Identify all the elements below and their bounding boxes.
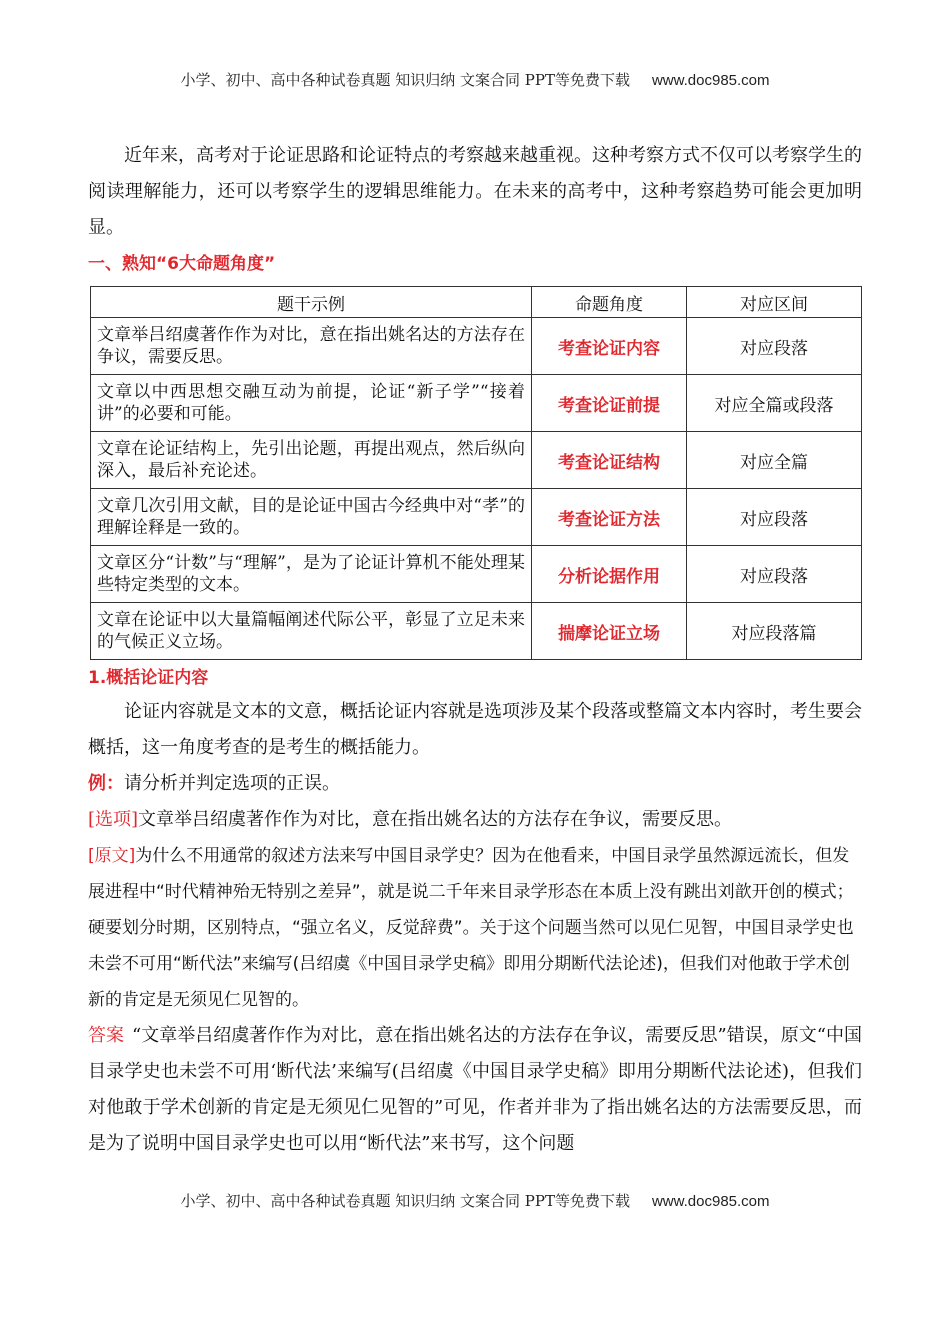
angle-cell: 考查论证结构	[532, 432, 687, 489]
example-cell: 文章在论证结构上，先引出论题，再提出观点，然后纵向深入，最后补充论述。	[91, 432, 532, 489]
intro-paragraph: 近年来，高考对于论证思路和论证特点的考察越来越重视。这种考察方式不仅可以考察学生的阅读理解能力，还可以考察学生的逻辑思维能力。在未来的高考中，这种考察趋势可能会更加明显。	[88, 145, 862, 238]
source-text: 为什么不用通常的叙述方法来写中国目录学史？因为在他看来，中国目录学虽然源远流长，但发展进程中“时代精神殆无特别之差异”，就是说二千年来目录学形态在本质上没有跳出刘歆开创的模式；硬要划分时期，区别特点，“强立名义，反觉辞费”。关于这个问题当然可以见仁见智，中国目录学史也未尝不可用“断代法”来编写(吕绍虞《中国目录学史稿》即用分期断代法论述)，但我们对他敢于学术创新的肯定是无须见仁见智的。	[88, 846, 854, 1010]
example-cell: 文章几次引用文献，目的是论证中国古今经典中对“孝”的理解诠释是一致的。	[91, 489, 532, 546]
table-header-angle: 命题角度	[532, 287, 687, 318]
range-cell: 对应段落篇	[687, 603, 862, 660]
option-line	[88, 802, 862, 838]
section-title: 一、熟知“6大命题角度”	[88, 254, 276, 274]
range-cell: 对应全篇或段落	[687, 375, 862, 432]
subsection-title: 1.概括论证内容	[88, 668, 209, 688]
range-cell: 对应全篇	[687, 432, 862, 489]
table-row	[91, 603, 862, 660]
angle-cell: 揣摩论证立场	[532, 603, 687, 660]
source-passage	[88, 838, 862, 1018]
answer-text: “文章举吕绍虞著作作为对比，意在指出姚名达的方法存在争议，需要反思”错误，原文“中国目录学史也未尝不可用‘断代法’来编写(吕绍虞《中国目录学史稿》即用分期断代法论述)，但我们对他敢于学术创新的肯定是无须见仁见智的”可见，作者并非为了指出姚名达的方法需要反思，而是为了说明中国目录学史也可以用“断代法”来书写，这个问题	[88, 1025, 862, 1154]
table-header-row	[91, 287, 862, 318]
angle-cell: 考查论证方法	[532, 489, 687, 546]
page-header	[0, 69, 950, 90]
angle-cell: 考查论证内容	[532, 318, 687, 375]
table-row	[91, 489, 862, 546]
table-row	[91, 318, 862, 375]
footer-url[interactable]: www.doc985.com	[651, 1193, 770, 1210]
page-footer	[0, 1190, 950, 1211]
question-angle-table	[90, 286, 862, 660]
answer-label: 答案	[88, 1025, 124, 1046]
range-cell: 对应段落	[687, 489, 862, 546]
table-header-example: 题干示例	[91, 287, 532, 318]
example-cell: 文章区分“计数”与“理解”，是为了论证计算机不能处理某些特定类型的文本。	[91, 546, 532, 603]
example-text: 请分析并判定选项的正误。	[124, 773, 340, 794]
example-label: 例：	[88, 773, 124, 794]
option-label: [选项]	[88, 809, 139, 830]
example-cell: 文章举吕绍虞著作作为对比，意在指出姚名达的方法存在争议，需要反思。	[91, 318, 532, 375]
footer-text: 小学、初中、高中各种试卷真题 知识归纳 文案合同 PPT等免费下载	[180, 1192, 630, 1210]
example-cell: 文章以中西思想交融互动为前提，论证“新子学”“接着讲”的必要和可能。	[91, 375, 532, 432]
example-line	[88, 766, 862, 802]
angle-cell: 考查论证前提	[532, 375, 687, 432]
header-url[interactable]: www.doc985.com	[651, 72, 770, 89]
table-row	[91, 375, 862, 432]
document-body	[88, 138, 862, 1162]
range-cell: 对应段落	[687, 546, 862, 603]
option-text: 文章举吕绍虞著作作为对比，意在指出姚名达的方法存在争议，需要反思。	[138, 809, 733, 830]
answer-paragraph	[88, 1018, 862, 1162]
example-cell: 文章在论证中以大量篇幅阐述代际公平，彰显了立足未来的气候正义立场。	[91, 603, 532, 660]
angle-cell: 分析论据作用	[532, 546, 687, 603]
source-label: [原文]	[88, 846, 136, 866]
table-row	[91, 546, 862, 603]
table-row	[91, 432, 862, 489]
subsection-paragraph: 论证内容就是文本的文意，概括论证内容就是选项涉及某个段落或整篇文本内容时，考生要会概括，这一角度考查的是考生的概括能力。	[88, 701, 862, 758]
header-text: 小学、初中、高中各种试卷真题 知识归纳 文案合同 PPT等免费下载	[180, 71, 630, 89]
table-header-range: 对应区间	[687, 287, 862, 318]
range-cell: 对应段落	[687, 318, 862, 375]
